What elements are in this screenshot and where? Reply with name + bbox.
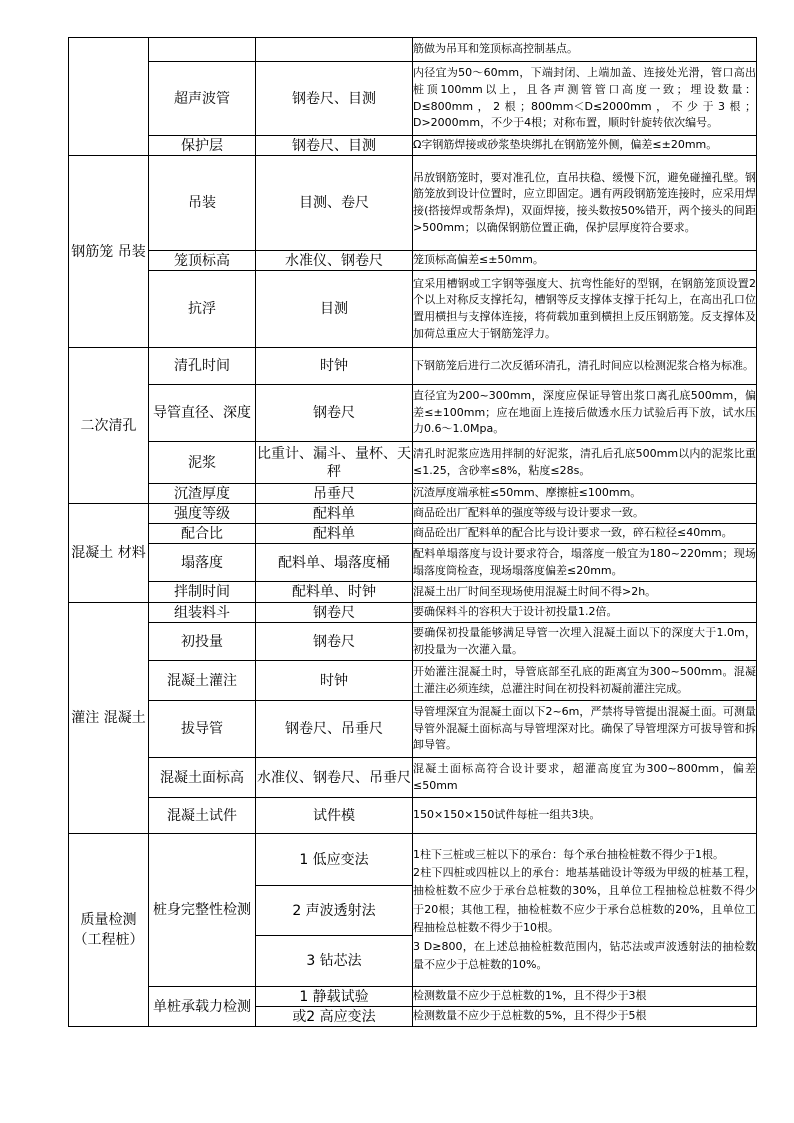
- item-cell: 桩身完整性检测: [149, 834, 256, 987]
- tool-cell: 水准仪、钢卷尺: [256, 251, 413, 271]
- requirement-cell: 宜采用槽钢或工字钢等强度大、抗弯性能好的型钢，在钢筋笼顶设置2个以上对称反支撑托勾，槽钢等反支撑体支撑于托勾上，在高出孔口位置用横担与支撑体连接，将荷载加重到横担上反压钢筋笼。反支撑体及加荷总重应大于钢筋笼浮力。: [413, 271, 757, 348]
- category-cell: 质量检测（工程桩）: [69, 834, 149, 1027]
- table-row: [69, 661, 757, 701]
- item-cell: 清孔时间: [149, 348, 256, 385]
- item-cell: 保护层: [149, 136, 256, 156]
- item-cell: 混凝土灌注: [149, 661, 256, 701]
- tool-cell: 吊垂尺: [256, 484, 413, 504]
- item-cell: 超声波管: [149, 62, 256, 136]
- tool-cell: 时钟: [256, 348, 413, 385]
- table-row: [69, 701, 757, 758]
- tool-cell: 试件模: [256, 798, 413, 834]
- table-row: [69, 834, 757, 886]
- requirement-cell: 商品砼出厂配料单的强度等级与设计要求一致。: [413, 504, 757, 524]
- table-row: [69, 271, 757, 348]
- item-cell: 沉渣厚度: [149, 484, 256, 504]
- table-row: [69, 623, 757, 661]
- item-cell: 初投量: [149, 623, 256, 661]
- table-row: [69, 524, 757, 544]
- requirement-line: 3 D≥800，在上述总抽检桩数范围内，钻芯法或声波透射法的抽检数量不应少于总桩数的10%。: [413, 939, 756, 972]
- requirement-cell: 沉渣厚度端承桩≤50mm、摩擦桩≤100mm。: [413, 484, 757, 504]
- requirement-cell: 150×150×150试件每桩一组共3块。: [413, 798, 757, 834]
- requirement-cell: 直径宜为200~300mm，深度应保证导管出浆口离孔底500mm，偏差≤±100mm；应在地面上连接后做透水压力试验后再下放，试水压力0.6～1.0Mpa。: [413, 385, 757, 442]
- method-cell: 2 声波透射法: [256, 886, 413, 936]
- category-cell: 二次清孔: [69, 348, 149, 504]
- requirement-cell: 导管埋深宜为混凝土面以下2~6m，严禁将导管提出混凝土面。可测量导管外混凝土面标高与导管埋深对比。确保了导管埋深方可拔导管和拆卸导管。: [413, 701, 757, 758]
- requirement-cell: 笼顶标高偏差≤±50mm。: [413, 251, 757, 271]
- table-row: [69, 348, 757, 385]
- method-cell: 1 低应变法: [256, 834, 413, 886]
- tool-cell: 钢卷尺、目测: [256, 136, 413, 156]
- table-row: [69, 603, 757, 623]
- requirement-cell: 开始灌注混凝土时，导管底部至孔底的距离宜为300~500mm。混凝土灌注必须连续，总灌注时间在初投料初凝前灌注完成。: [413, 661, 757, 701]
- requirement-cell: 混凝土面标高符合设计要求，超灌高度宜为300~800mm，偏差≤50mm: [413, 758, 757, 798]
- table-row: [69, 758, 757, 798]
- table-row: [69, 62, 757, 136]
- item-cell: 拌制时间: [149, 582, 256, 603]
- item-cell: 强度等级: [149, 504, 256, 524]
- item-cell: 吊装: [149, 156, 256, 251]
- tool-cell: 钢卷尺、吊垂尺: [256, 701, 413, 758]
- table-row: [69, 38, 757, 62]
- tool-cell: 时钟: [256, 661, 413, 701]
- item-cell: 塌落度: [149, 544, 256, 582]
- table-row: [69, 156, 757, 251]
- requirement-cell: 要确保料斗的容积大于设计初投量1.2倍。: [413, 603, 757, 623]
- item-cell: 导管直径、深度: [149, 385, 256, 442]
- requirement-cell: 内径宜为50～60mm，下端封闭、上端加盖、连接处光滑，管口高出桩顶100mm以上，且各声测管管口高度一致；埋设数量：D≤800mm，2根；800mm＜D≤2000mm，不少于3根；D>2000mm，不少于4根；对称布置，顺时针旋转依次编号。: [413, 62, 757, 136]
- item-cell: 抗浮: [149, 271, 256, 348]
- tool-cell: 水准仪、钢卷尺、吊垂尺: [256, 758, 413, 798]
- tool-cell-empty: [256, 38, 413, 62]
- item-cell: 拔导管: [149, 701, 256, 758]
- method-cell: 1 静载试验: [256, 987, 413, 1007]
- requirement-cell: 检测数量不应少于总桩数的5%，且不得少于5根: [413, 1007, 757, 1027]
- requirement-cell: 筋做为吊耳和笼顶标高控制基点。: [413, 38, 757, 62]
- table-row: [69, 582, 757, 603]
- requirement-line: 1柱下三桩或三桩以下的承台：每个承台抽检桩数不得少于1根。: [413, 847, 724, 861]
- requirement-cell: 配料单塌落度与设计要求符合，塌落度一般宜为180~220mm；现场塌落度筒检查，现场塌落度偏差≤20mm。: [413, 544, 757, 582]
- method-cell: 3 钻芯法: [256, 936, 413, 987]
- table-row: [69, 798, 757, 834]
- item-cell-empty: [149, 38, 256, 62]
- item-cell: 混凝土面标高: [149, 758, 256, 798]
- requirement-line: 2柱下四桩或四桩以上的承台：地基基础设计等级为甲级的桩基工程，抽检桩数不应少于承台总桩数的30%，且单位工程抽检总桩数不得少于20根；其他工程，抽检桩数不应少于承台总桩数的20%，且单位工程抽检总桩数不得少于10根。: [413, 865, 756, 935]
- table-row: [69, 484, 757, 504]
- table-row: [69, 442, 757, 484]
- construction-spec-table: [68, 37, 757, 1027]
- tool-cell: 目测、卷尺: [256, 156, 413, 251]
- requirement-cell: 检测数量不应少于总桩数的1%，且不得少于3根: [413, 987, 757, 1007]
- category-cell: 钢筋笼 吊装: [69, 156, 149, 348]
- requirement-cell: [413, 834, 757, 987]
- requirement-cell: 清孔时泥浆应选用拌制的好泥浆，清孔后孔底500mm以内的泥浆比重≤1.25，含砂率≤8%，粘度≤28s。: [413, 442, 757, 484]
- category-cell-empty: [69, 38, 149, 156]
- tool-cell: 钢卷尺: [256, 623, 413, 661]
- tool-cell: 配料单: [256, 504, 413, 524]
- tool-cell: 配料单、塌落度桶: [256, 544, 413, 582]
- requirement-cell: Ω字钢筋焊接或砂浆垫块绑扎在钢筋笼外侧，偏差≤±20mm。: [413, 136, 757, 156]
- requirement-cell: 商品砼出厂配料单的配合比与设计要求一致，碎石粒径≤40mm。: [413, 524, 757, 544]
- requirement-cell: 混凝土出厂时间至现场使用混凝土时间不得>2h。: [413, 582, 757, 603]
- tool-cell: 钢卷尺: [256, 603, 413, 623]
- requirement-cell: 吊放钢筋笼时，要对准孔位，直吊扶稳、缓慢下沉，避免碰撞孔壁。钢筋笼放到设计位置时，应立即固定。遇有两段钢筋笼连接时，应采用焊接(搭接焊或帮条焊)，双面焊接，接头数按50%错开，两个接头的间距>500mm；以确保钢筋位置正确，保护层厚度符合要求。: [413, 156, 757, 251]
- tool-cell: 配料单: [256, 524, 413, 544]
- item-cell: 组装料斗: [149, 603, 256, 623]
- item-cell: 混凝土试件: [149, 798, 256, 834]
- tool-cell: 目测: [256, 271, 413, 348]
- method-cell: 或2 高应变法: [256, 1007, 413, 1027]
- tool-cell: 配料单、时钟: [256, 582, 413, 603]
- item-cell: 笼顶标高: [149, 251, 256, 271]
- item-cell: 泥浆: [149, 442, 256, 484]
- requirement-cell: 下钢筋笼后进行二次反循环清孔，清孔时间应以检测泥浆合格为标准。: [413, 348, 757, 385]
- table-row: [69, 987, 757, 1007]
- table-row: [69, 385, 757, 442]
- table-row: [69, 544, 757, 582]
- table-row: [69, 504, 757, 524]
- item-cell: 单桩承载力检测: [149, 987, 256, 1027]
- category-cell: 混凝土 材料: [69, 504, 149, 603]
- requirement-cell: 要确保初投量能够满足导管一次埋入混凝土面以下的深度大于1.0m，初投量为一次灌入量。: [413, 623, 757, 661]
- category-cell: 灌注 混凝土: [69, 603, 149, 834]
- table-row: [69, 136, 757, 156]
- tool-cell: 钢卷尺、目测: [256, 62, 413, 136]
- item-cell: 配合比: [149, 524, 256, 544]
- tool-cell: 钢卷尺: [256, 385, 413, 442]
- table-row: [69, 251, 757, 271]
- tool-cell: 比重计、漏斗、量杯、天秤: [256, 442, 413, 484]
